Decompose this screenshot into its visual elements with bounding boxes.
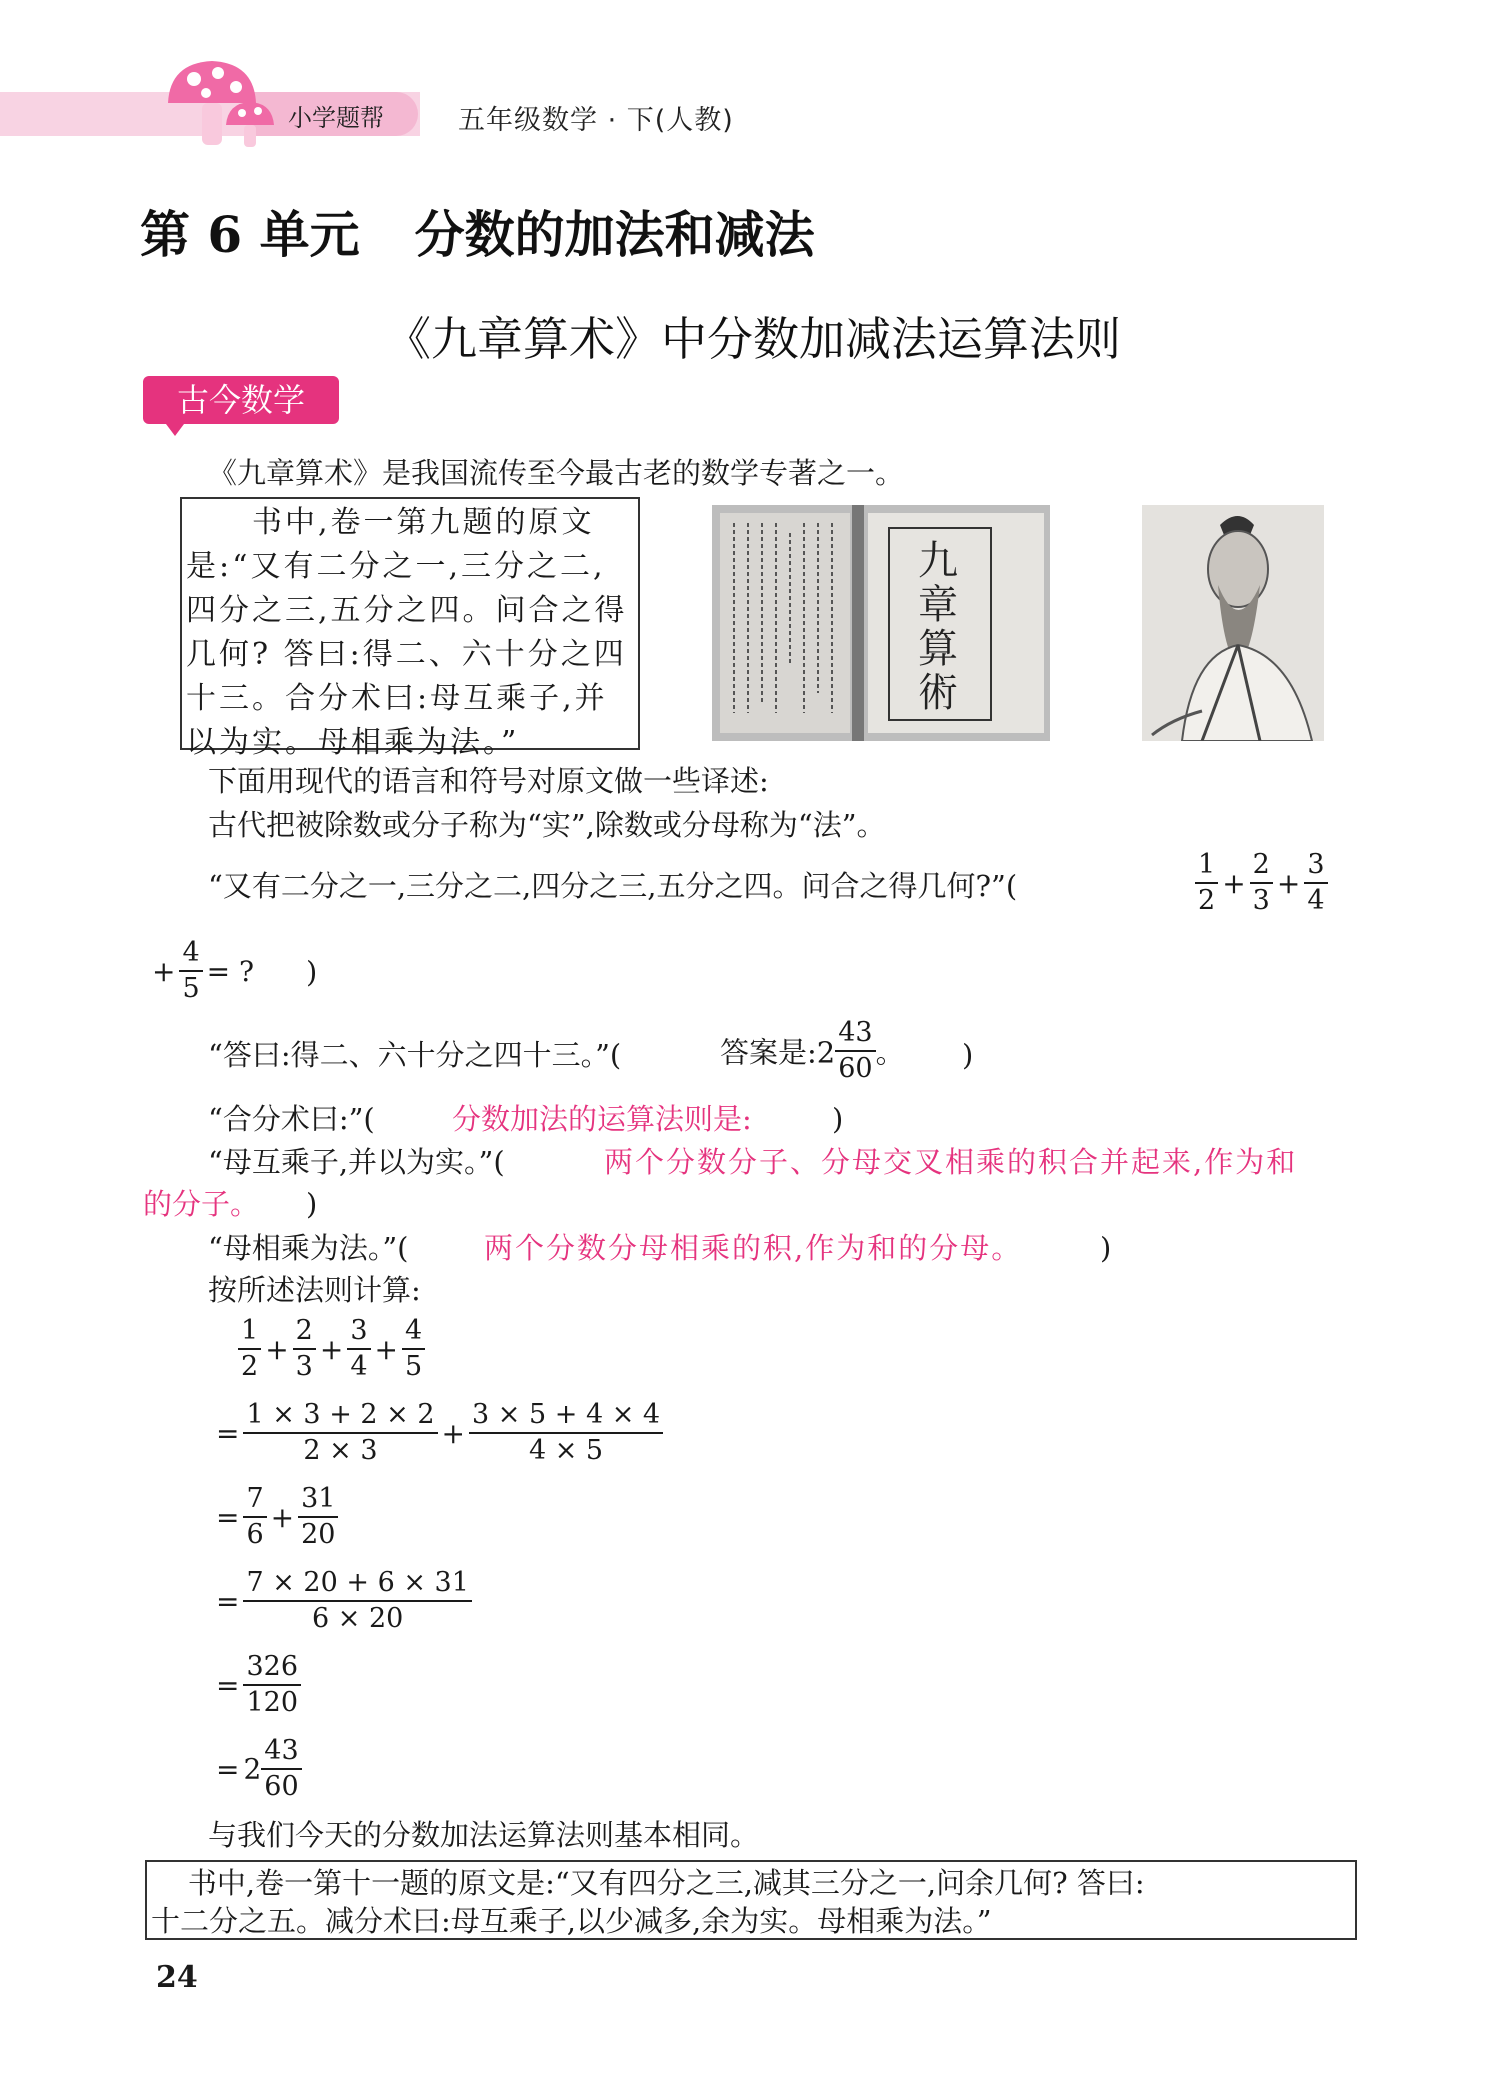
book-text-columns (720, 513, 850, 733)
numerator: 4 (179, 936, 202, 972)
equals-sign: = (216, 1416, 240, 1450)
quote-line: 四分之三,五分之四。问合之得 (186, 593, 628, 628)
q3-answer: 分数加法的运算法则是: (452, 1102, 752, 1136)
calc-step-3 (212, 1482, 338, 1552)
numerator: 2 (1250, 848, 1273, 884)
whole-number: 2 (243, 1752, 262, 1786)
plus-sign: + (441, 1416, 466, 1450)
calc-intro: 按所述法则计算: (208, 1273, 421, 1307)
unit-number: 第 6 单元 (140, 205, 360, 264)
numerator: 31 (298, 1482, 338, 1518)
numerator: 7 × 20 + 6 × 31 (243, 1566, 471, 1602)
denominator: 2 (241, 1351, 259, 1382)
fraction (243, 1398, 437, 1468)
section-tag: 古今数学 (143, 376, 339, 424)
plus-sign: + (374, 1332, 398, 1366)
question-4: “母互乘子,并以为实。”( (208, 1145, 505, 1179)
fraction (238, 1314, 261, 1384)
close-paren: ) (1100, 1231, 1112, 1265)
ancient-book-image (712, 505, 1050, 741)
fraction (243, 1482, 266, 1552)
exercise-line: 书中,卷一第十一题的原文是:“又有四分之三,减其三分之一,问余几何? 答曰: (151, 1866, 1145, 1900)
quote-line: 几何? 答曰:得二、六十分之四 (186, 637, 627, 672)
mushroom-icon (160, 55, 280, 155)
article-title: 《九章算术》中分数加减法运算法则 (385, 312, 1121, 366)
fraction (469, 1398, 663, 1468)
denominator: 120 (246, 1687, 299, 1718)
section-tag-tail (163, 420, 187, 436)
denominator: 5 (182, 973, 200, 1004)
q5-answer: 两个分数分母相乘的积,作为和的分母。 (484, 1231, 1023, 1265)
denominator: 60 (264, 1771, 299, 1802)
plus-sign: + (152, 954, 176, 988)
numerator: 1 (1195, 848, 1218, 884)
quote-line: 是:“又有二分之一,三分之二, (186, 549, 606, 584)
book-spine (852, 505, 864, 741)
calc-step-5 (212, 1650, 301, 1720)
book-left-page (720, 513, 850, 733)
denominator: 6 (246, 1519, 264, 1550)
portrait-drawing (1142, 505, 1324, 741)
q4-answer-cont: 的分子。 (143, 1187, 260, 1221)
calc-step-4 (212, 1566, 472, 1636)
calc-step-1 (238, 1314, 425, 1384)
brand-label: 小学题帮 (288, 104, 384, 132)
numerator: 7 (243, 1482, 266, 1518)
denominator: 60 (838, 1053, 873, 1084)
numerator: 1 × 3 + 2 × 2 (243, 1398, 437, 1434)
numerator: 3 (1304, 848, 1327, 884)
numerator: 3 × 5 + 4 × 4 (469, 1398, 663, 1434)
book-title-char: 術 (918, 670, 958, 716)
equals-sign: = (216, 1752, 240, 1786)
fraction (402, 1314, 425, 1384)
book-title-char: 算 (918, 626, 958, 672)
plus-sign: + (270, 1500, 295, 1534)
denominator: 3 (295, 1351, 313, 1382)
denominator: 4 × 5 (528, 1435, 604, 1466)
q4-answer: 两个分数分子、分母交叉相乘的积合并起来,作为和 (604, 1145, 1298, 1179)
numerator: 4 (402, 1314, 425, 1350)
answer-label: 答案是:2 (720, 1035, 836, 1070)
plus-sign: + (265, 1332, 289, 1366)
close-paren: ) (306, 1187, 318, 1221)
terms-text: 古代把被除数或分子称为“实”,除数或分母称为“法”。 (208, 808, 886, 842)
exercise-box (145, 1860, 1357, 1940)
denominator: 6 × 20 (312, 1603, 404, 1634)
equals-sign: = (216, 1584, 240, 1618)
unit-title (140, 195, 870, 267)
fraction (1195, 848, 1218, 918)
fraction (293, 1314, 316, 1384)
answer-period: 。 (875, 1035, 905, 1070)
question-1: “又有二分之一,三分之二,四分之三,五分之四。问合之得几何?”( (208, 869, 1018, 903)
book-title-char: 章 (918, 582, 958, 628)
denominator: 20 (301, 1519, 336, 1550)
denominator: 3 (1252, 885, 1270, 916)
q1-expression-cont (148, 936, 258, 1006)
denominator: 2 × 3 (303, 1435, 378, 1466)
plus-sign: + (1276, 866, 1301, 900)
conclusion-text: 与我们今天的分数加法运算法则基本相同。 (208, 1818, 760, 1852)
denominator: 4 (350, 1351, 368, 1382)
numerator: 43 (835, 1016, 875, 1052)
fraction (243, 1650, 301, 1720)
equals-sign: = (216, 1500, 240, 1534)
numerator: 326 (243, 1650, 301, 1686)
quote-line: 十三。合分术曰:母互乘子,并 (186, 681, 608, 716)
translate-intro: 下面用现代的语言和符号对原文做一些译述: (208, 764, 769, 798)
question-3: “合分术曰:”( (208, 1102, 375, 1136)
close-paren: ) (306, 955, 318, 989)
quote-box (180, 497, 640, 760)
book-title-char: 九 (918, 538, 958, 584)
fraction (1250, 848, 1273, 918)
book-cover-title (908, 539, 968, 715)
question-2: “答曰:得二、六十分之四十三。”( (208, 1038, 622, 1072)
equals-question: = ? (206, 954, 255, 988)
denominator: 2 (1198, 885, 1216, 916)
fraction (347, 1314, 370, 1384)
exercise-line: 十二分之五。减分术曰:母互乘子,以少减多,余为实。母相乘为法。” (151, 1904, 992, 1938)
denominator: 4 (1307, 885, 1325, 916)
fraction (261, 1734, 301, 1804)
book-right-page (868, 513, 1044, 733)
q1-expression (1195, 848, 1328, 918)
fraction (1304, 848, 1327, 918)
fraction (243, 1566, 471, 1636)
book-title: 五年级数学 · 下(人教) (458, 105, 734, 136)
calc-step-6 (212, 1734, 302, 1804)
plus-sign: + (1222, 866, 1246, 900)
intro-text: 《九章算术》是我国流传至今最古老的数学专著之一。 (208, 456, 905, 490)
fraction (179, 936, 202, 1006)
fraction (298, 1482, 338, 1552)
calc-step-2 (212, 1398, 663, 1468)
q2-answer (720, 1016, 905, 1086)
numerator: 1 (238, 1314, 261, 1350)
numerator: 43 (261, 1734, 301, 1770)
close-paren: ) (962, 1038, 974, 1072)
question-5: “母相乘为法。”( (208, 1231, 409, 1265)
numerator: 3 (347, 1314, 370, 1350)
equals-sign: = (216, 1668, 240, 1702)
numerator: 2 (293, 1314, 316, 1350)
quote-line: 书中,卷一第九题的原文 (252, 505, 595, 540)
denominator: 5 (404, 1351, 423, 1382)
plus-sign: + (319, 1332, 344, 1366)
fraction (835, 1016, 875, 1086)
page-number: 24 (156, 1960, 198, 1995)
scholar-portrait-image (1142, 505, 1324, 741)
unit-topic: 分数的加法和减法 (414, 205, 815, 264)
quote-line: 以为实。母相乘为法。” (186, 725, 520, 760)
close-paren: ) (832, 1102, 844, 1136)
